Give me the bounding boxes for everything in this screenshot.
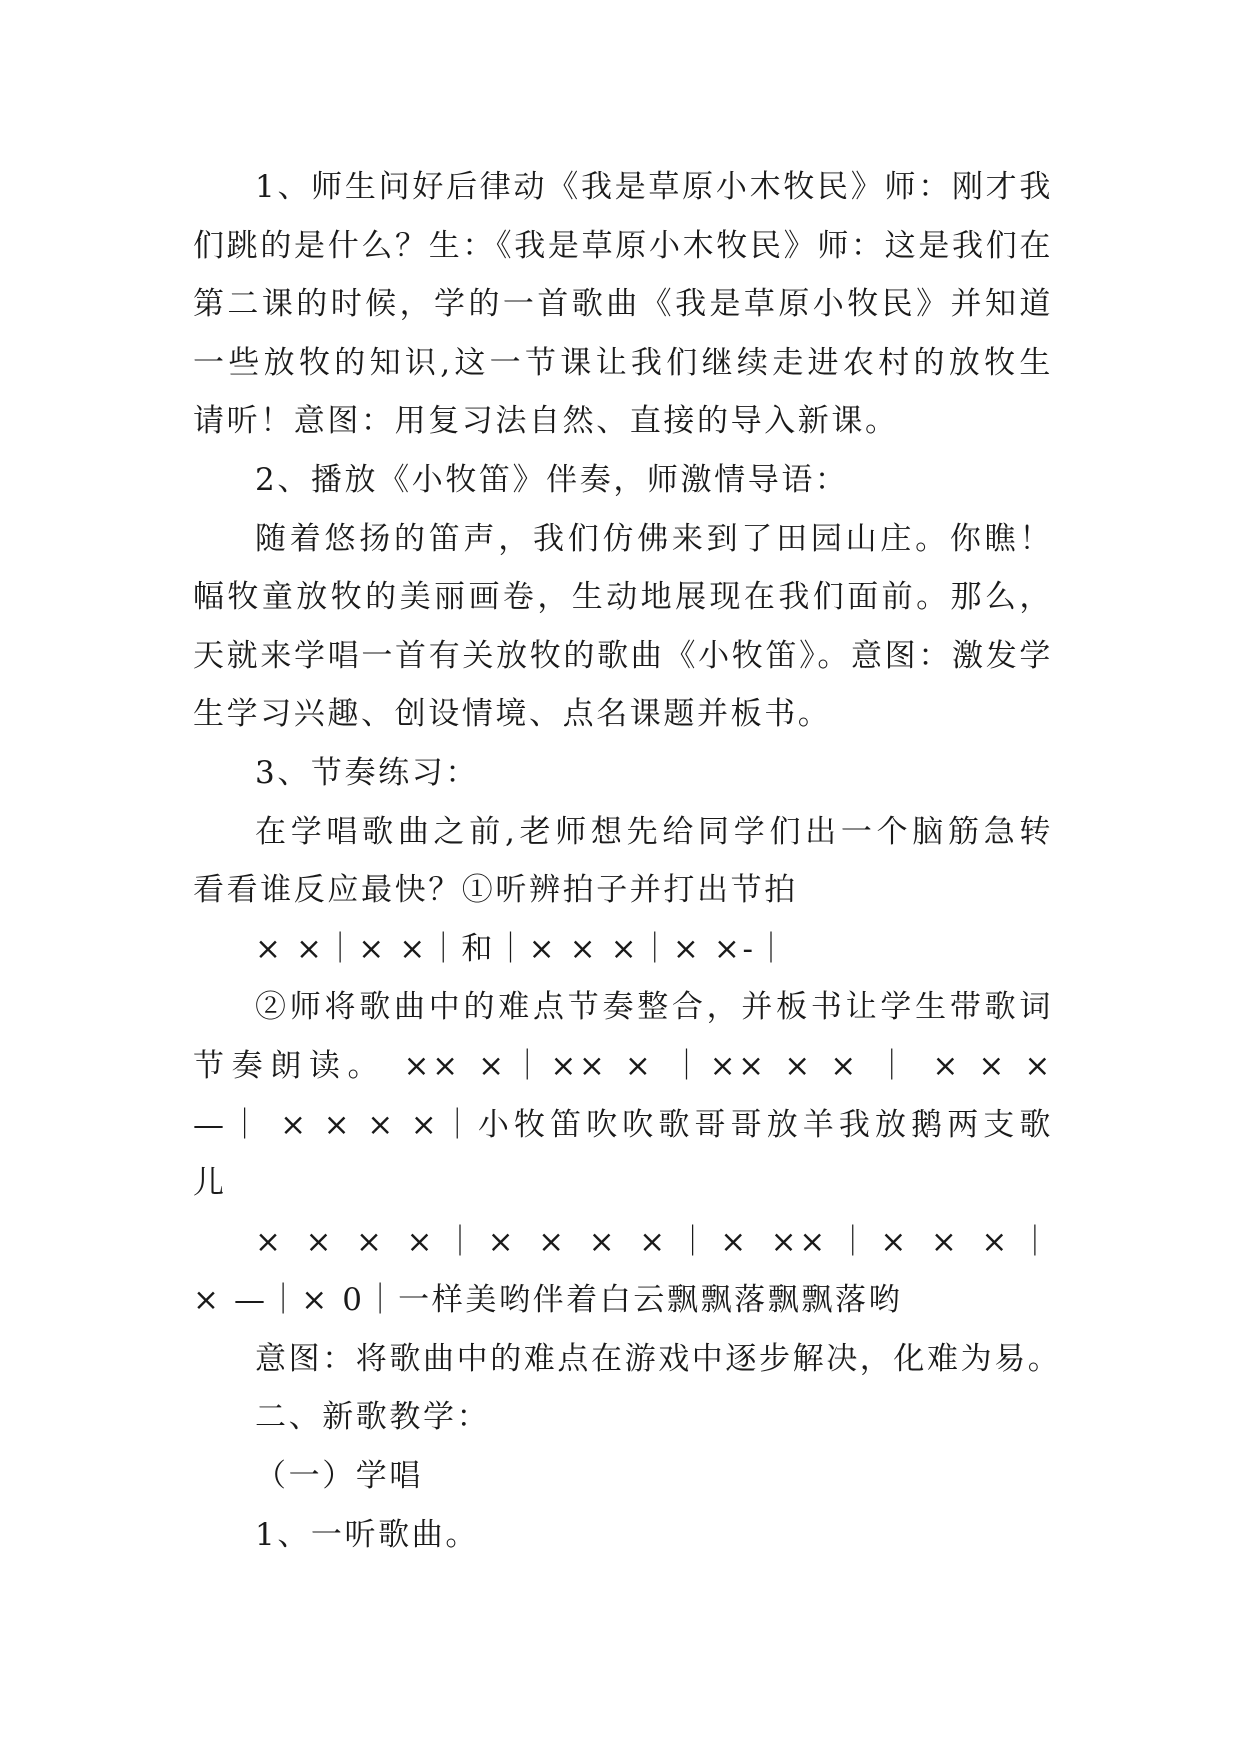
section-heading: 二、新歌教学： <box>255 1399 491 1436</box>
text-line: 2、播放《小牧笛》伴奏，师激情导语： <box>255 461 849 498</box>
text-line: 看看谁反应最快？①听辨拍子并打出节拍 <box>193 872 798 909</box>
rhythm-line: 节奏朗读。 ×× ×｜×× × ｜×× × × ｜ × × × <box>193 1047 1053 1084</box>
text-line: 随着悠扬的笛声，我们仿佛来到了田园山庄。你瞧！ <box>255 520 1053 557</box>
document-body <box>193 158 1062 1564</box>
text-line: 第二课的时候，学的一首歌曲《我是草原小牧民》并知道 <box>193 286 1053 323</box>
text-line: 们跳的是什么？生：《我是草原小木牧民》师：这是我们在 <box>193 227 1053 264</box>
subsection-heading: （一）学唱 <box>255 1458 423 1495</box>
text-line: 在学唱歌曲之前,老师想先给同学们出一个脑筋急转 <box>255 813 1053 850</box>
text-line: ②师将歌曲中的难点节奏整合，并板书让学生带歌词 <box>255 989 1053 1026</box>
text-line: 1、师生问好后律动《我是草原小木牧民》师：刚才我 <box>255 169 1053 205</box>
text-line: 一些放牧的知识,这一节课让我们继续走进农村的放牧生 <box>193 344 1053 381</box>
text-line: 3、节奏练习： <box>255 754 479 791</box>
text-line: 幅牧童放牧的美丽画卷，生动地展现在我们面前。那么， <box>193 579 1053 616</box>
text-line: 1、一听歌曲。 <box>255 1516 479 1553</box>
text-line: 意图：将歌曲中的难点在游戏中逐步解决，化难为易。 <box>255 1340 1062 1377</box>
rhythm-line: × ×｜× ×｜和｜× × ×｜× ×-｜ <box>255 930 790 967</box>
text-line: 儿 <box>193 1165 227 1202</box>
text-line: 生学习兴趣、创设情境、点名课题并板书。 <box>193 696 832 733</box>
rhythm-line: × —｜× 0｜一样美哟伴着白云飘飘落飘飘落哟 <box>193 1282 903 1319</box>
text-line: 请听！意图：用复习法自然、直接的导入新课。 <box>193 403 899 440</box>
rhythm-line: × × × ×｜× × × ×｜× ××｜× × ×｜ <box>255 1223 1053 1260</box>
rhythm-line: —｜ × × × ×｜小牧笛吹吹歌哥哥放羊我放鹅两支歌 <box>193 1106 1053 1143</box>
text-line: 天就来学唱一首有关放牧的歌曲《小牧笛》。意图：激发学 <box>193 637 1053 674</box>
